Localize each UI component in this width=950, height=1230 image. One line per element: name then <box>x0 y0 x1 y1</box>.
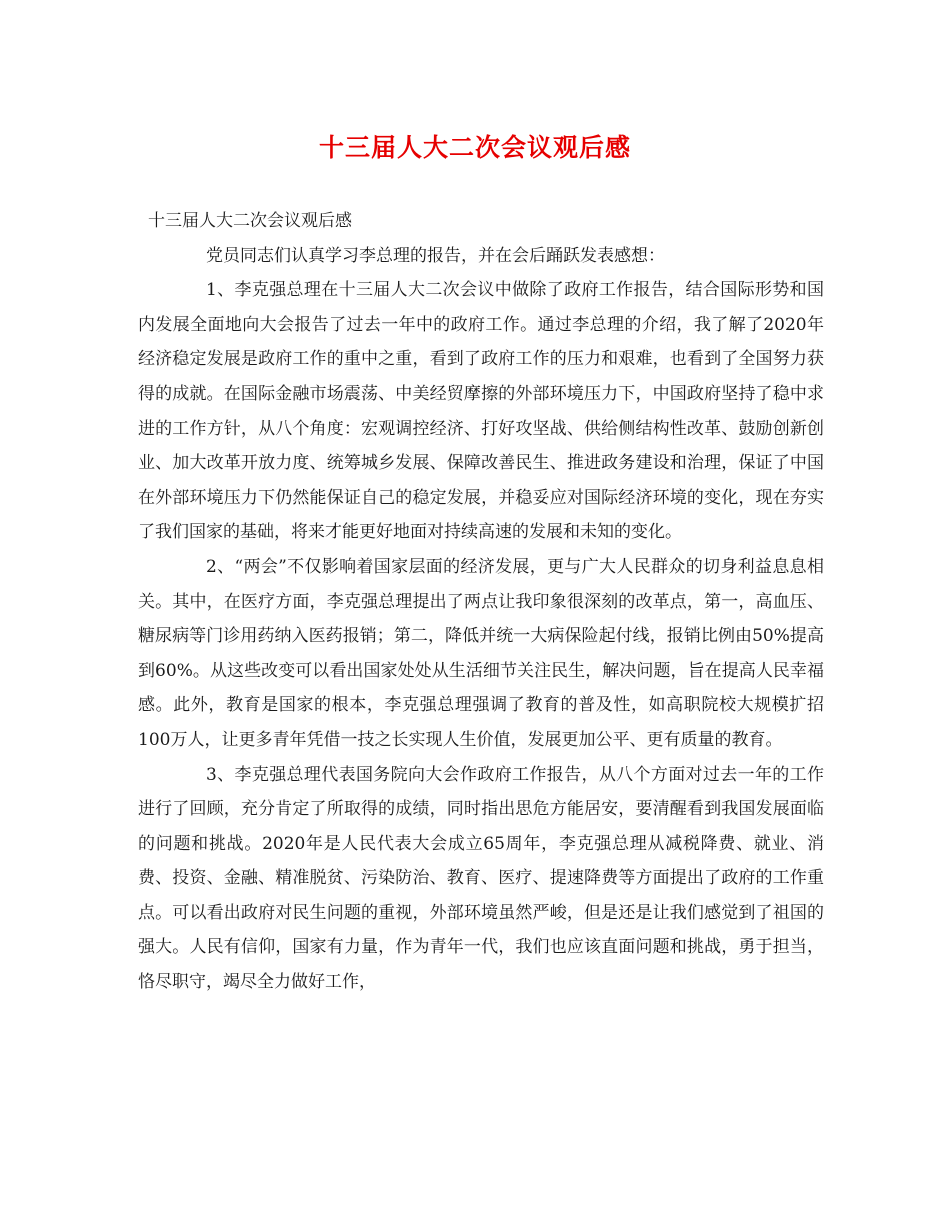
paragraph-1: 1、李克强总理在十三届人大二次会议中做除了政府工作报告，结合国际形势和国内发展全面地向大会报告了过去一年中的政府工作。通过李总理的介绍，我了解了2020年经济稳定发展是政府工作的重中之重，看到了政府工作的压力和艰难，也看到了全国努力获得的成就。在国际金融市场震荡、中美经贸摩擦的外部环境压力下，中国政府坚持了稳中求进的工作方针，从八个角度：宏观调控经济、打好攻坚战、供给侧结构性改革、鼓励创新创业、加大改革开放力度、统筹城乡发展、保障改善民生、推进政务建设和治理，保证了中国在外部环境压力下仍然能保证自己的稳定发展，并稳妥应对国际经济环境的变化，现在夯实了我们国家的基础，将来才能更好地面对持续高速的发展和未知的变化。 <box>138 280 824 543</box>
document-title: 十三届人大二次会议观后感 <box>318 133 631 162</box>
paragraph-intro: 党员同志们认真学习李总理的报告，并在会后踊跃发表感想： <box>206 245 665 266</box>
paragraph-3: 3、李克强总理代表国务院向大会作政府工作报告，从八个方面对过去一年的工作进行了回顾，充分肯定了所取得的成绩，同时指出思危方能居安，要清醒看到我国发展面临的问题和挑战。2020年是人民代表大会成立65周年，李克强总理从减税降费、就业、消费、投资、金融、精准脱贫、污染防治、教育、医疗、提速降费等方面提出了政府的工作重点。可以看出政府对民生问题的重视，外部环境虽然严峻，但是还是让我们感觉到了祖国的强大。人民有信仰，国家有力量，作为青年一代，我们也应该直面问题和挑战，勇于担当，恪尽职守，竭尽全力做好工作， <box>138 764 824 993</box>
document-subtitle: 十三届人大二次会议观后感 <box>148 211 352 231</box>
document-body <box>138 204 824 1000</box>
paragraph-2: 2、“两会”不仅影响着国家层面的经济发展，更与广大人民群众的切身利益息息相关。其中，在医疗方面，李克强总理提出了两点让我印象很深刻的改革点，第一，高血压、糖尿病等门诊用药纳入医药报销；第二，降低并统一大病保险起付线，报销比例由50%提高到60%。从这些改变可以看出国家处处从生活细节关注民生，解决问题，旨在提高人民幸福感。此外，教育是国家的根本，李克强总理强调了教育的普及性，如高职院校大规模扩招100万人，让更多青年凭借一技之长实现人生价值，发展更加公平、更有质量的教育。 <box>138 556 824 750</box>
